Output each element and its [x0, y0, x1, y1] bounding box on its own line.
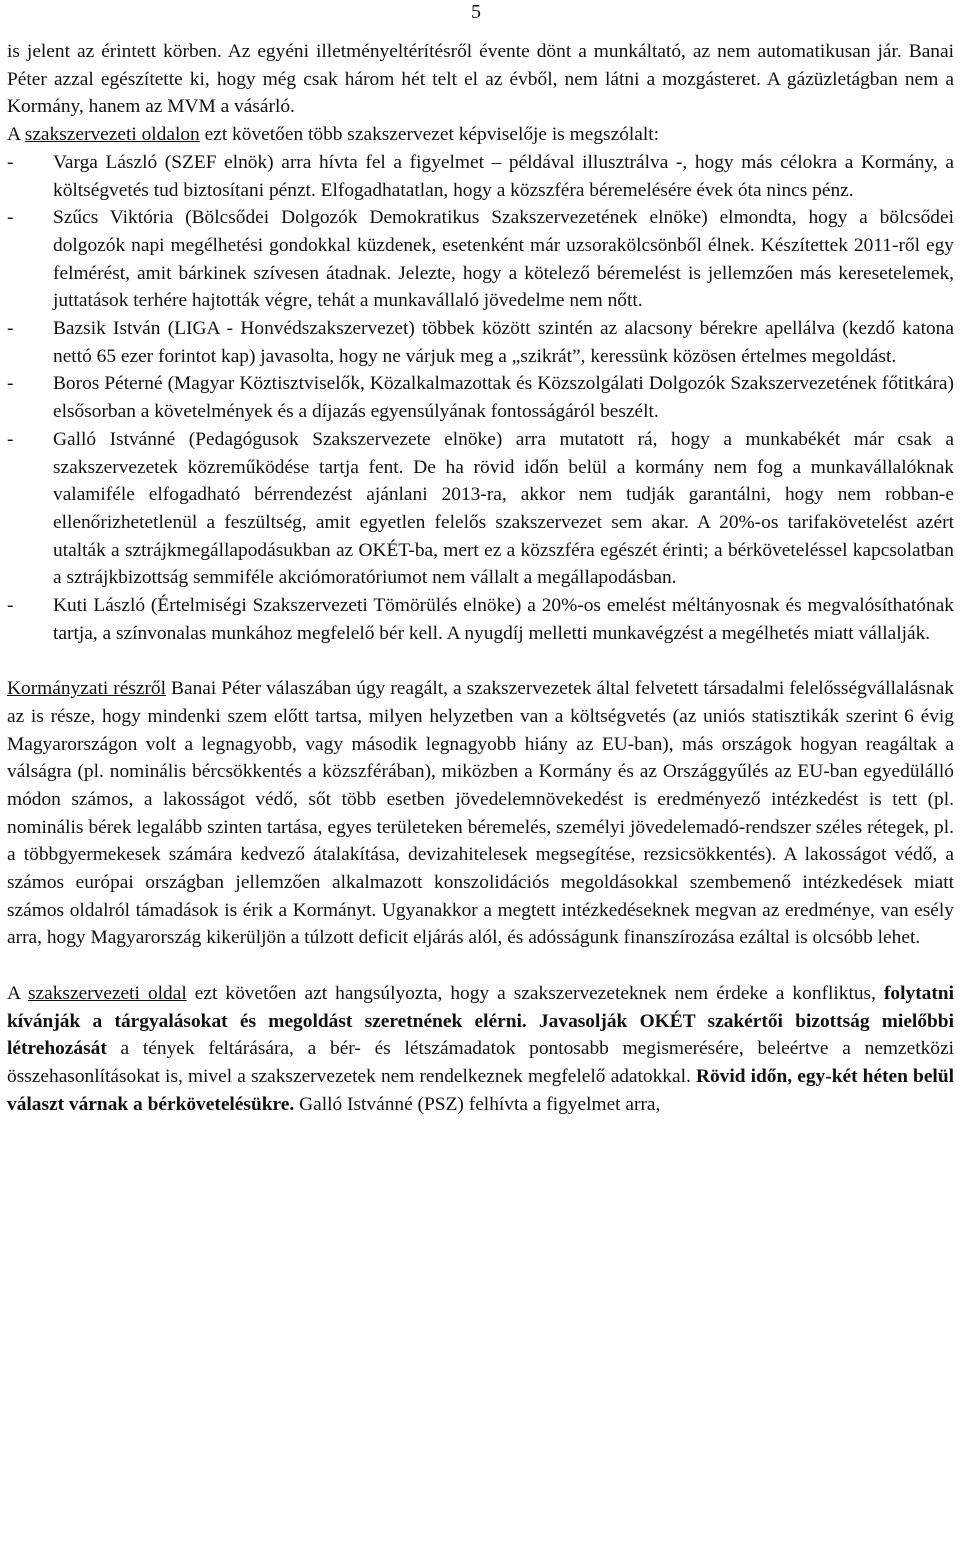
list-item	[7, 370, 954, 425]
list-item	[7, 592, 954, 647]
union-side-label: szakszervezeti oldal	[27, 982, 187, 1004]
list-item	[7, 204, 954, 315]
list-item	[7, 426, 954, 592]
bullet-dash: -	[7, 428, 14, 450]
closing-emphasis: folytatni kívánják a tárgyalásokat és megoldást szeretnének elérni.	[7, 982, 954, 1032]
government-paragraph	[7, 675, 954, 952]
speaker-statement: Boros Péterné (Magyar Köztisztviselők, Közalkalmazottak és Közszolgálati Dolgozók Szakszervezetének főtitkára) elsősorban a követelmények és a díjazás egyensúlyának fontosságáról beszélt.	[53, 373, 954, 423]
speaker-statement: Varga László (SZEF elnök) arra hívta fel a figyelmet – példával illusztrálva -, hogy más célokra a Kormány, a költségvetés tud biztosítani pénzt. Elfogadhatatlan, hogy a közszféra béremelésére évek óta nincs pénz.	[53, 151, 954, 201]
closing-emphasis: Javasolják OKÉT szakértői bizottság mielőbbi létrehozását	[7, 1010, 954, 1060]
list-item	[7, 315, 954, 370]
closing-emphasis: Rövid időn, egy-két héten belül választ várnak a bérkövetelésükre.	[7, 1065, 954, 1115]
union-lead-paragraph	[7, 121, 954, 149]
closing-text: Galló Istvánné (PSZ) felhívta a figyelmet arra,	[294, 1093, 661, 1115]
closing-text: a tények feltárására, a bér- és létszámadatok pontosabb megismerésére, beleértve a nemzetközi összehasonlításokat is, mivel a szakszervezetek nem rendelkeznek megfelelő adatokkal.	[7, 1038, 954, 1087]
union-lead-text: ezt követően több szakszervezet képviselője is megszólalt:	[199, 124, 660, 146]
bullet-dash: -	[7, 595, 14, 617]
bullet-dash: -	[7, 318, 14, 340]
union-lead-prefix: A	[7, 124, 25, 146]
closing-paragraph	[7, 980, 954, 1119]
closing-lead-prefix: A	[7, 982, 28, 1004]
speaker-statement: Bazsik István (LIGA - Honvédszakszervezet) többek között szintén az alacsony bérekre apellálva (kezdő katona nettó 65 ezer forintot kap) javasolta, hogy ne várjuk meg a „szikrát”, keressünk közösen értelmes megoldást.	[53, 318, 954, 367]
closing-text	[527, 1011, 539, 1032]
speaker-statement: Galló Istvánné (Pedagógusok Szakszervezete elnöke) arra mutatott rá, hogy a munkabékét már csak a szakszervezetek közreműködése tartja fent. De ha rövid időn belül a kormány nem fog a munkavállalóknak valamiféle elfogadható bérrendezést ajánlani 2013-ra, akkor nem tudják garantálni, hogy nem robban-e ellenőrizhetetlenül a feszültség, amit egyetlen felelős szakszervezet sem akar. A 20%-os tarifakövetelést azért utalták a sztrájkmegállapodásukban az OKÉT-ba, mert ez a közszféra egészét érinti; a bérköveteléssel kapcsolatban a sztrájkbizottság semmiféle akciómoratóriumot nem vállalt a megállapodásban.	[53, 428, 954, 589]
closing-text: ezt követően azt hangsúlyozta, hogy a szakszervezeteknek nem érdeke a konfliktus,	[186, 982, 884, 1004]
bullet-dash: -	[7, 151, 14, 173]
bullet-dash: -	[7, 207, 14, 229]
document-body	[7, 38, 954, 1118]
union-side-label: szakszervezeti oldalon	[24, 124, 200, 146]
list-item	[7, 149, 954, 204]
page-number: 5	[471, 1, 481, 23]
paragraph-spacer	[7, 952, 954, 980]
intro-paragraph: is jelent az érintett körben. Az egyéni illetményeltérítésről évente dönt a munkáltató, az nem automatikusan jár. Banai Péter azzal egészítette ki, hogy még csak három hét telt el az évből, nem látni a mozgásteret. A gázüzletágban nem a Kormány, hanem az MVM a vásárló.	[7, 41, 954, 118]
speaker-statement: Kuti László (Értelmiségi Szakszervezeti Tömörülés elnöke) a 20%-os emelést méltányosnak és megvalósíthatónak tartja, a színvonalas munkához megfelelő bér kell. A nyugdíj melletti munkavégzést a megélhetés miatt vállalják.	[53, 595, 954, 644]
paragraph-spacer	[7, 647, 954, 675]
government-side-label: Kormányzati részről	[7, 678, 167, 700]
speaker-list	[7, 149, 954, 648]
government-response-text: Banai Péter válaszában úgy reagált, a szakszervezetek által felvetett társadalmi felelősségvállalásnak az is része, hogy mindenki szem előtt tartsa, milyen helyzetben van a költségvetés (az uniós statisztikák szerint 6 évig Magyarországon volt a legnagyobb, vagy második legnagyobb hiány az EU-ban), más országok hogyan reagáltak a válságra (pl. nominális bércsökkentés a közszférában), miközben a Kormány és az Országgyűlés az EU-ban egyedülálló módon számos, a lakosságot védő, sőt több esetben jövedelemnövekedést is eredményező intézkedést is tett (pl. nominális bérek legalább szinten tartása, egyes területeken béremelés, személyi jövedelemadó-rendszer széles rétegek, pl. a többgyermekesek számára kedvező átalakítása, devizahitelesek megsegítése, rezsicsökkentés). A lakosságot védő, a számos európai országban jellemzően alkalmazott konszolidációs megoldásokkal szembemenő intézkedések miatt számos oldalról támadások is érik a Kormányt. Ugyanakkor a megtett intézkedéseknek megvan az eredménye, van esély arra, hogy Magyarország kikerüljön a túlzott deficit eljárás alól, és adósságunk finanszírozása ezáltal is olcsóbb lehet.	[7, 678, 954, 949]
speaker-statement: Szűcs Viktória (Bölcsődei Dolgozók Demokratikus Szakszervezetének elnöke) elmondta, hogy a bölcsődei dolgozók napi megélhetési gondokkal küzdenek, esetenként már uzsorakölcsönből élnek. Készítettek 2011-ről egy felmérést, amit bárkinek szívesen átadnak. Jelezte, hogy a kötelező béremelést is jellemzően más keresetelemek, juttatások terhére hajtották végre, tehát a munkavállaló jövedelme nem nőtt.	[53, 207, 954, 312]
bullet-dash: -	[7, 373, 14, 395]
